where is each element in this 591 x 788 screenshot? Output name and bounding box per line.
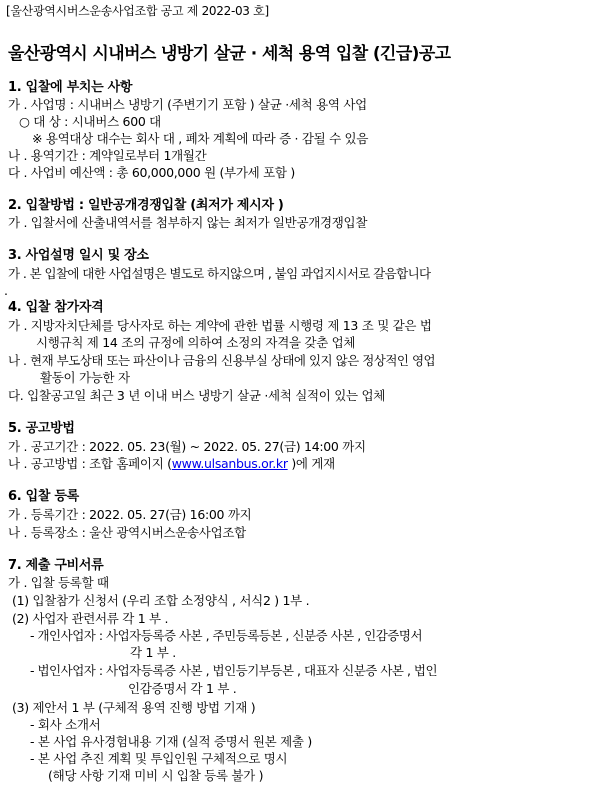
section-7-proposal-item-1: - 회사 소개서 — [30, 717, 101, 732]
section-7-doc-2: (2) 사업자 관련서류 각 1 부 . — [12, 611, 169, 626]
section-6-heading: 6. 입찰 등록 — [8, 489, 79, 504]
section-5-item-a: 가 . 공고기간 : 2022. 05. 23(월) ~ 2022. 05. 27(금) 14:00 까지 — [8, 439, 366, 454]
section-7-proposal-item-3: - 본 사업 추진 계획 및 투입인원 구체적으로 명시 — [30, 751, 288, 766]
section-7-individual-line2: 각 1 부 . — [130, 645, 176, 660]
section-1-heading: 1. 입찰에 부치는 사항 — [8, 80, 133, 95]
section-4-item-b-line2: 활동이 가능한 자 — [40, 370, 130, 385]
section-4-heading: 4. 입찰 참가자격 — [8, 300, 104, 315]
section-6-item-a: 가 . 등록기간 : 2022. 05. 27(금) 16:00 까지 — [8, 507, 252, 522]
section-2-item-a: 가 . 입찰서에 산출내역서를 첨부하지 않는 최저가 일반공개경쟁입찰 — [8, 215, 368, 230]
section-1-note: ※ 용역대상 대수는 회사 대 , 폐차 계획에 따라 증 · 감될 수 있음 — [32, 131, 369, 146]
section-7-proposal-note: (해당 사항 기재 미비 시 입찰 등록 불가 ) — [48, 768, 264, 783]
section-7-heading: 7. 제출 구비서류 — [8, 558, 104, 573]
section-5-item-b-suffix: )에 게재 — [291, 456, 335, 471]
section-4-item-a-line2: 시행규칙 제 14 조의 규정에 의하여 소정의 자격을 갖춘 업체 — [36, 335, 356, 350]
section-4-item-b-line1: 나 . 현재 부도상태 또는 파산이나 금융의 신용부실 상태에 있지 않은 정상적인 영업 — [8, 353, 436, 368]
section-5-heading: 5. 공고방법 — [8, 421, 75, 436]
section-3-heading: 3. 사업설명 일시 및 장소 — [8, 248, 149, 263]
section-5-item-b — [8, 456, 335, 472]
section-3-item-a-end: . — [4, 283, 8, 298]
section-1-item-c: 다 . 사업비 예산액 : 총 60,000,000 원 (부가세 포함 ) — [8, 165, 295, 180]
section-1-item-b: 나 . 용역기간 : 계약일로부터 1개월간 — [8, 148, 207, 163]
document-title: 울산광역시 시내버스 냉방기 살균 · 세척 용역 입찰 (긴급)공고 — [8, 44, 451, 64]
section-3-item-a: 가 . 본 입찰에 대한 사업설명은 별도로 하지않으며 , 붙임 과업지시서로 갈음합니다 — [8, 266, 431, 281]
section-4-item-a-line1: 가 . 지방자치단체를 당사자로 하는 계약에 관한 법률 시행령 제 13 조 및 같은 법 — [8, 318, 432, 333]
section-7-corporate-line1: - 법인사업자 : 사업자등록증 사본 , 법인등기부등본 , 대표자 신분증 사본 , 법인 — [30, 663, 438, 678]
section-6-item-b: 나 . 등록장소 : 울산 광역시버스운송사업조합 — [8, 525, 246, 540]
homepage-link[interactable]: www.ulsanbus.or.kr — [171, 456, 288, 471]
section-1-item-a: 가 . 사업명 : 시내버스 냉방기 (주변기기 포함 ) 살균 ·세척 용역 사업 — [8, 97, 367, 112]
section-7-doc-3: (3) 제안서 1 부 (구체적 용역 진행 방법 기재 ) — [12, 700, 256, 715]
section-7-individual-line1: - 개인사업자 : 사업자등록증 사본 , 주민등록등본 , 신분증 사본 , 인감증명서 — [30, 628, 423, 643]
section-4-item-c: 다. 입찰공고일 최근 3 년 이내 버스 냉방기 살균 ·세척 실적이 있는 업체 — [8, 388, 386, 403]
section-2-heading: 2. 입찰방법 : 일반공개경쟁입찰 (최저가 제시자 ) — [8, 198, 284, 213]
section-7-proposal-item-2: - 본 사업 유사경험내용 기재 (실적 증명서 원본 제출 ) — [30, 734, 312, 749]
section-7-doc-1: (1) 입찰참가 신청서 (우리 조합 소정양식 , 서식2 ) 1부 . — [12, 593, 310, 608]
section-7-corporate-line2: 인감증명서 각 1 부 . — [128, 681, 237, 696]
section-7-item-a: 가 . 입찰 등록할 때 — [8, 575, 109, 590]
section-5-item-b-prefix: 나 . 공고방법 : 조합 홈페이지 ( — [8, 456, 172, 471]
section-1-target: ○ 대 상 : 시내버스 600 대 — [19, 114, 161, 129]
notice-number: [울산광역시버스운송사업조합 공고 제 2022-03 호] — [6, 4, 269, 18]
